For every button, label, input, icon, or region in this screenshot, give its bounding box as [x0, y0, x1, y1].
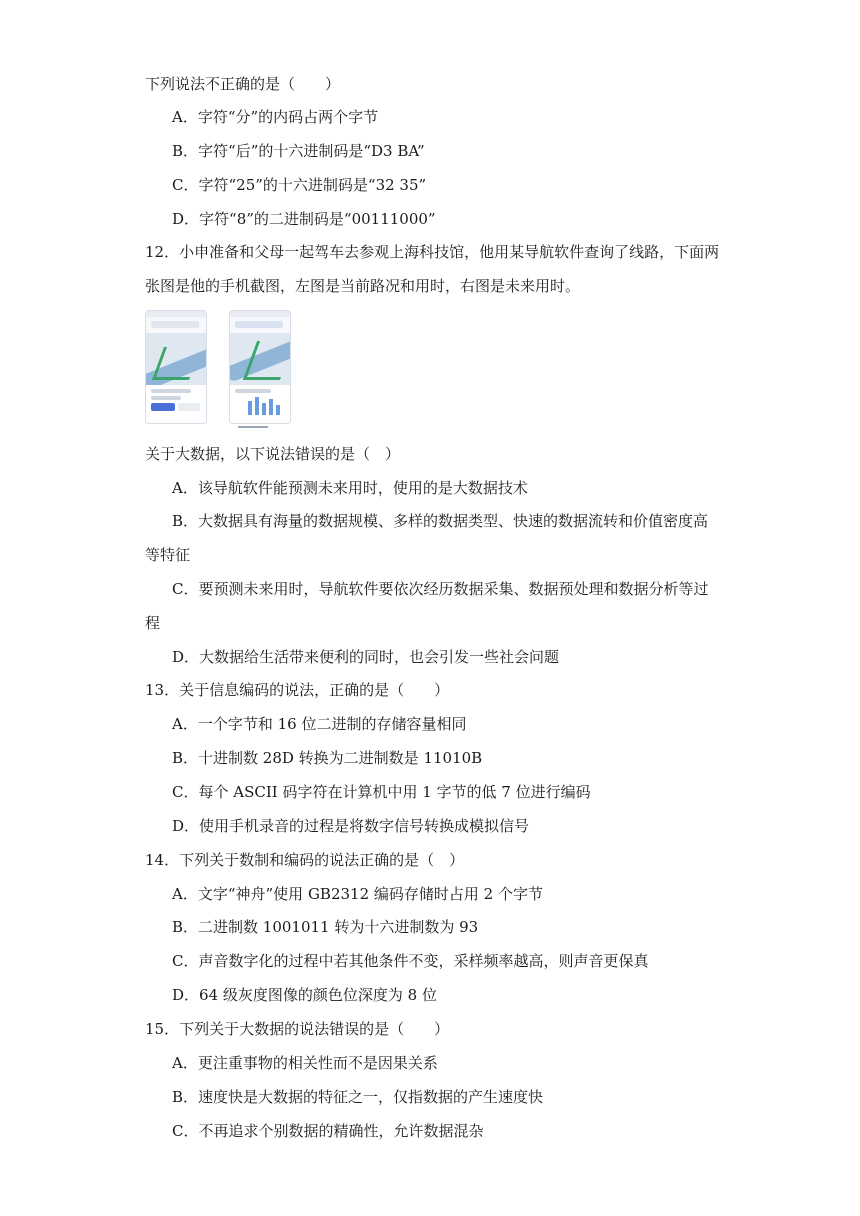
q12-option-b-line1: B．大数据具有海量的数据规模、多样的数据类型、快速的数据流转和价值密度高: [172, 512, 709, 530]
q11-option-b: B．字符“后”的十六进制码是“D3 BA”: [172, 142, 425, 160]
q11-stem: 下列说法不正确的是（ ）: [145, 75, 341, 93]
q12-question: 关于大数据，以下说法错误的是（ ）: [145, 445, 401, 463]
q12-option-b-line2: 等特征: [145, 546, 191, 564]
screenshot-underline: [238, 426, 268, 428]
q15-option-c: C．不再追求个别数据的精确性，允许数据混杂: [172, 1122, 484, 1140]
q11-option-a: A．字符“分”的内码占两个字节: [172, 108, 379, 126]
q14-option-a: A．文字“神舟”使用 GB2312 编码存储时占用 2 个字节: [172, 885, 543, 903]
q14-option-c: C．声音数字化的过程中若其他条件不变，采样频率越高，则声音更保真: [172, 952, 649, 970]
q13-option-b: B．十进制数 28D 转换为二进制数是 11010B: [172, 749, 483, 767]
navigation-future-time-screenshot: [229, 310, 291, 424]
q15-option-a: A．更注重事物的相关性而不是因果关系: [172, 1054, 438, 1072]
q12-option-d: D．大数据给生活带来便利的同时，也会引发一些社会问题: [172, 648, 560, 666]
q13-option-a: A．一个字节和 16 位二进制的存储容量相同: [172, 715, 467, 733]
q12-stem-line2: 张图是他的手机截图，左图是当前路况和用时，右图是未来用时。: [145, 277, 581, 295]
q13-option-d: D．使用手机录音的过程是将数字信号转换成模拟信号: [172, 817, 530, 835]
q14-stem: 14．下列关于数制和编码的说法正确的是（ ）: [145, 851, 465, 869]
q13-stem: 13．关于信息编码的说法，正确的是（ ）: [145, 681, 450, 699]
q14-option-b: B．二进制数 1001011 转为十六进制数为 93: [172, 918, 479, 936]
q15-stem: 15．下列关于大数据的说法错误的是（ ）: [145, 1020, 450, 1038]
q12-option-c-line1: C．要预测未来用时，导航软件要依次经历数据采集、数据预处理和数据分析等过: [172, 580, 709, 598]
q11-option-d: D．字符“8”的二进制码是“00111000”: [172, 210, 436, 228]
q14-option-d: D．64 级灰度图像的颜色位深度为 8 位: [172, 986, 437, 1004]
q12-option-a: A．该导航软件能预测未来用时，使用的是大数据技术: [172, 479, 528, 497]
q15-option-b: B．速度快是大数据的特征之一，仅指数据的产生速度快: [172, 1088, 544, 1106]
q12-stem-line1: 12．小申准备和父母一起驾车去参观上海科技馆，他用某导航软件查询了线路，下面两: [145, 243, 720, 261]
q12-option-c-line2: 程: [145, 614, 161, 632]
navigation-current-route-screenshot: [145, 310, 207, 424]
q11-option-c: C．字符“25”的十六进制码是“32 35”: [172, 176, 427, 194]
q13-option-c: C．每个 ASCII 码字符在计算机中用 1 字节的低 7 位进行编码: [172, 783, 591, 801]
